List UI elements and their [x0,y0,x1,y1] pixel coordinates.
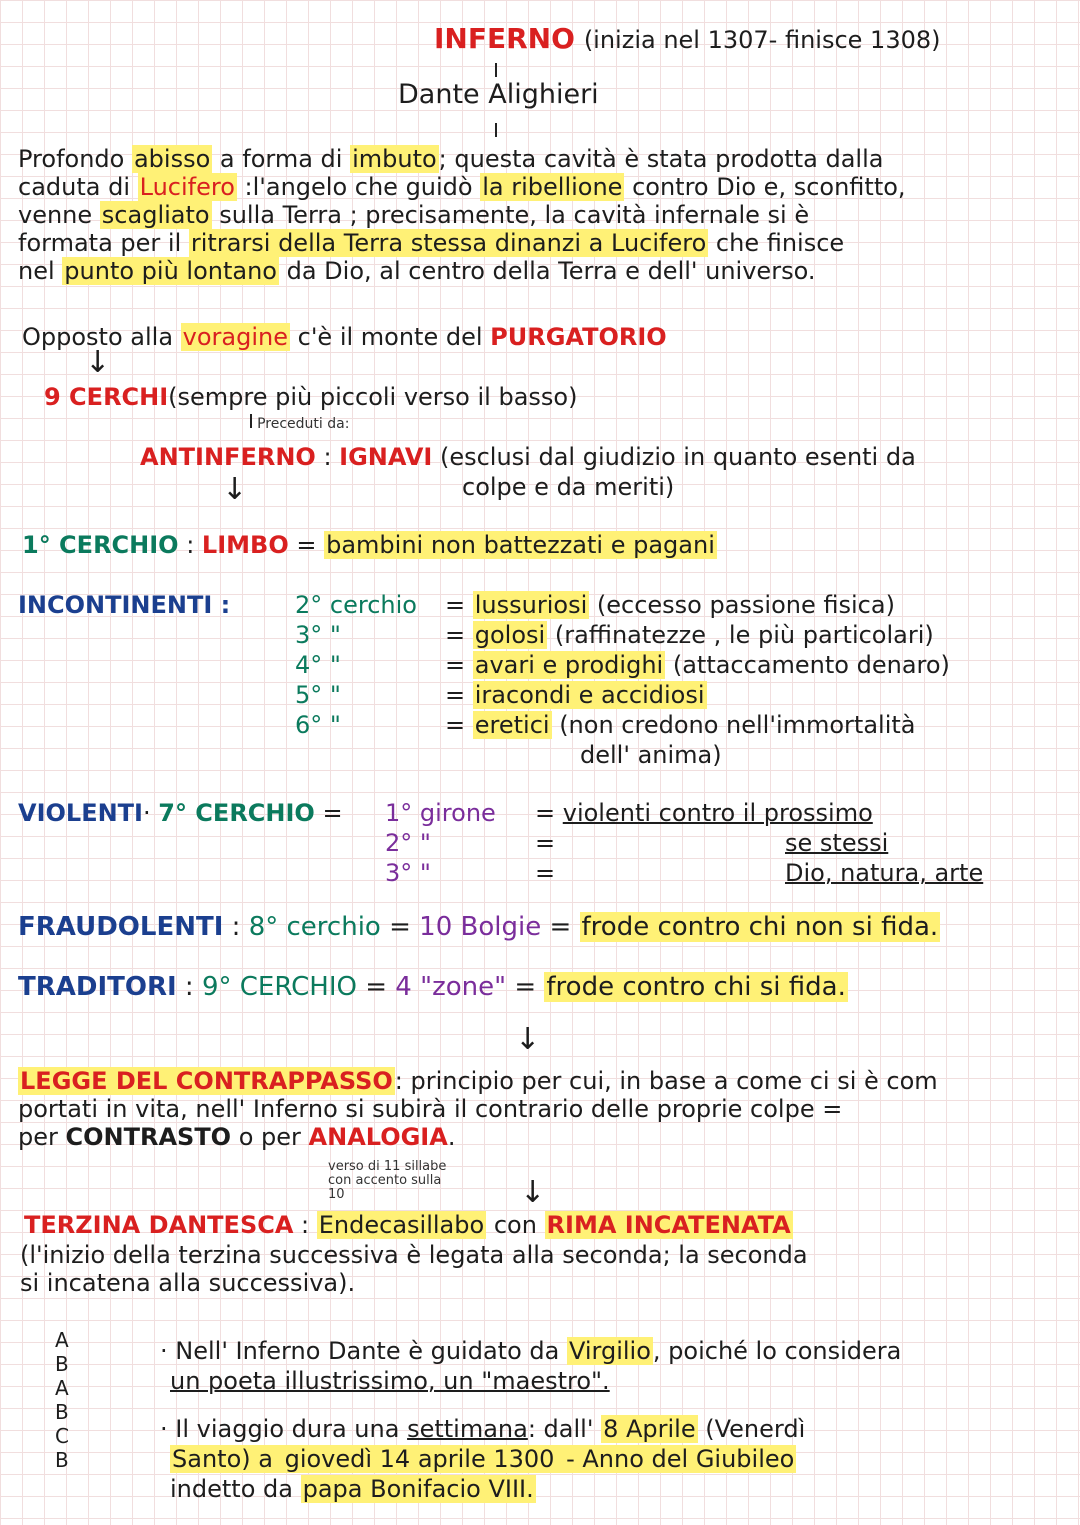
rhyme-letter: B [55,1400,69,1424]
list-item: 3° " = Dio, natura, arte [385,859,984,887]
intro-line-4: formata per il ritrarsi della Terra stessa dinanzi a Lucifero che finisce [18,229,845,257]
terzina-note: verso di 11 sillabe con accento sulla 10 [328,1159,447,1202]
limbo-line: 1° CERCHIO : LIMBO = bambini non battezzati e pagani [22,531,715,559]
down-arrow-icon: ↓ [85,345,111,380]
list-item: 6° " = eretici (non credono nell'immortalità [295,711,916,739]
title: INFERNO [434,22,575,55]
list-item: dell' anima) [580,741,722,769]
intro-line-5: nel punto più lontano da Dio, al centro della Terra e dell' universo. [18,257,816,285]
incontinenti-label: INCONTINENTI : [18,591,231,619]
note-2-line-2: Santo) a giovedì 14 aprile 1300 - Anno del Giubileo [172,1445,795,1473]
antinferno-line: ANTINFERNO : IGNAVI (esclusi dal giudizio in quanto esenti da [140,443,916,471]
note-2-line-1: · Il viaggio dura una settimana: dall' 8 Aprile (Venerdì [160,1415,806,1443]
rhyme-letter: A [55,1328,69,1352]
terzina-line-1: TERZINA DANTESCA : Endecasillabo con RIMA INCATENATA [24,1211,791,1239]
intro-line-3: venne scagliato sulla Terra ; precisamente, la cavità infernale si è [18,201,810,229]
intro-line-2: caduta di Lucifero :l'angelo che guidò la ribellione contro Dio e, sconfitto, [18,173,906,201]
rhyme-letter: C [55,1424,69,1448]
list-item: 3° " = golosi (raffinatezze , le più particolari) [295,621,934,649]
title-dates: (inizia nel 1307- finisce 1308) [583,26,941,54]
list-item: 2° cerchio = lussuriosi (eccesso passione fisica) [295,591,895,619]
cerchi-line: 9 CERCHI(sempre più piccoli verso il basso) [44,383,578,411]
preceduti-note: Preceduti da: [250,413,349,432]
note-1-line-2: un poeta illustrissimo, un "maestro". [170,1367,610,1395]
list-item: 4° " = avari e prodighi (attaccamento denaro) [295,651,950,679]
intro-line-1: Profondo abisso a forma di imbuto; questa cavità è stata prodotta dalla [18,145,884,173]
list-item: 5° " = iracondi e accidiosi [295,681,705,709]
rhyme-letter: B [55,1448,69,1472]
purgatorio-line: Opposto alla voragine c'è il monte del PURGATORIO [22,323,667,351]
note-1-line-1: · Nell' Inferno Dante è guidato da Virgilio, poiché lo considera [160,1337,902,1365]
contrappasso-line-3: per CONTRASTO o per ANALOGIA. [18,1123,456,1151]
down-arrow-icon: ↓ [222,472,248,507]
down-arrow-icon: ↓ [520,1175,546,1210]
rhyme-scheme [55,1328,69,1472]
rhyme-letter: A [55,1376,69,1400]
antinferno-line-2: colpe e da meriti) [462,473,675,501]
rhyme-letter: B [55,1352,69,1376]
traditori-line: TRADITORI : 9° CERCHIO = 4 "zone" = frode contro chi si fida. [18,972,846,1002]
author: Dante Alighieri [398,79,599,110]
down-arrow-icon: ↓ [515,1022,541,1057]
list-item: 1° girone = violenti contro il prossimo [385,799,873,827]
terzina-line-3: si incatena alla successiva). [20,1269,356,1297]
note-2-line-3: indetto da papa Bonifacio VIII. [170,1475,534,1503]
connector-line-2 [495,122,497,141]
violenti-label: VIOLENTI· 7° CERCHIO = [18,799,343,827]
terzina-line-2: (l'inizio della terzina successiva è legata alla seconda; la seconda [20,1241,808,1269]
contrappasso-line-2: portati in vita, nell' Inferno si subirà il contrario delle proprie colpe = [18,1095,843,1123]
title-row [434,24,941,55]
incontinenti-list [295,590,950,770]
fraudolenti-line: FRAUDOLENTI : 8° cerchio = 10 Bolgie = frode contro chi non si fida. [18,912,939,942]
violenti-list [385,798,983,888]
list-item: 2° " = se stessi [385,829,889,857]
contrappasso-line-1: LEGGE DEL CONTRAPPASSO: principio per cui, in base a come ci si è com [20,1067,938,1095]
